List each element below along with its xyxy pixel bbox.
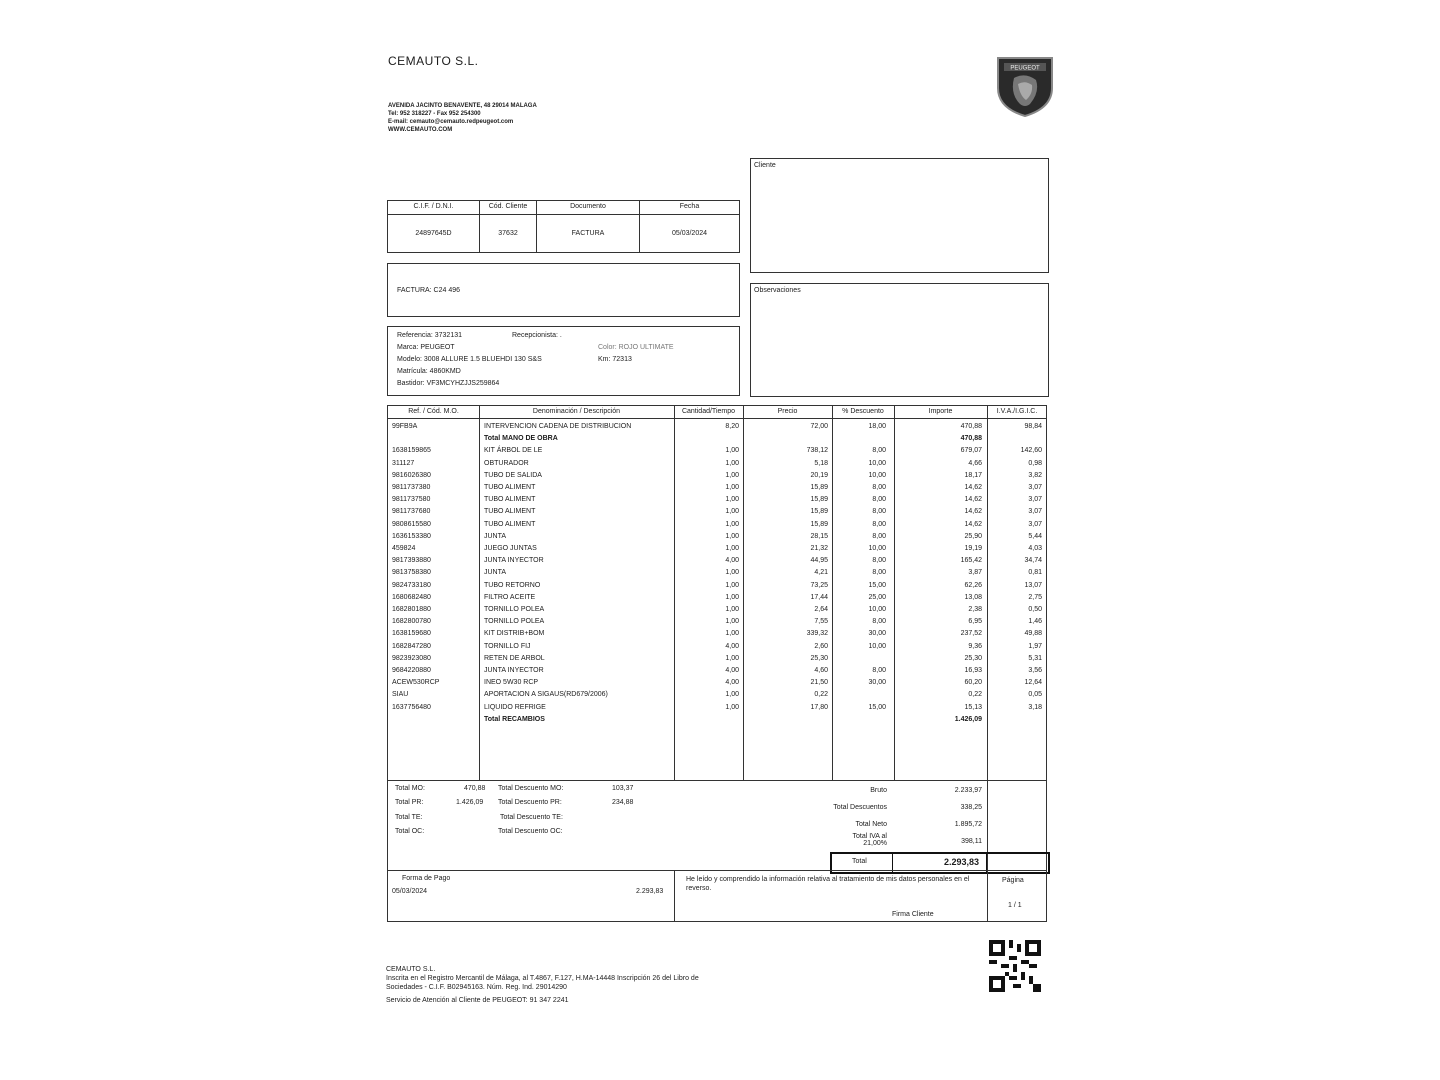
cell-iva: 142,60 bbox=[1020, 447, 1042, 455]
cell-desc: TORNILLO POLEA bbox=[484, 606, 545, 613]
cell-ref: 9811737380 bbox=[392, 484, 431, 491]
legal-registry: Inscrita en el Registro Mercantil de Málaga, al T.4867, F.127, H.MA-14448 Inscripción 26 del Libro de bbox=[386, 975, 699, 982]
cell-desc: JUNTA bbox=[484, 569, 507, 577]
cell-iva: 3,07 bbox=[1028, 520, 1042, 528]
cif-value: 24897645D bbox=[415, 230, 452, 237]
privacy-notice: He leído y comprendido la información relativa al tratamiento de mis datos personales en el reverso. bbox=[686, 876, 970, 892]
cell-disc: 15,00 bbox=[868, 581, 886, 589]
cell-price: 15,89 bbox=[810, 508, 828, 516]
table-row bbox=[388, 543, 1046, 555]
invoice-number-box bbox=[387, 263, 740, 317]
cell-disc: 8,00 bbox=[872, 557, 886, 565]
total-desc-label: Total Descuentos bbox=[833, 804, 887, 811]
cell-iva: 13,07 bbox=[1024, 581, 1042, 589]
cell-disc: 8,00 bbox=[872, 496, 886, 504]
page-number: 1 / 1 bbox=[1008, 902, 1022, 909]
vehicle-chassis: Bastidor: VF3MCYHZJJS259864 bbox=[397, 380, 500, 387]
cell-imp: 6,95 bbox=[968, 618, 982, 626]
neto-label: Total Neto bbox=[855, 821, 887, 828]
cell-ref: 1637756480 bbox=[392, 703, 431, 711]
cell-desc: FILTRO ACEITE bbox=[484, 593, 536, 601]
cell-desc: Total RECAMBIOS bbox=[484, 715, 545, 723]
cell-imp: 470,88 bbox=[960, 423, 982, 430]
cell-ref: 9817393880 bbox=[392, 557, 431, 565]
cell-imp: 4,66 bbox=[968, 459, 982, 467]
cell-qty: 1,00 bbox=[725, 691, 739, 699]
invoice-number: FACTURA: C24 496 bbox=[397, 287, 461, 294]
cell-qty: 1,00 bbox=[725, 606, 739, 613]
table-row bbox=[388, 665, 1046, 677]
cell-iva: 5,31 bbox=[1028, 654, 1042, 662]
table-row bbox=[388, 653, 1046, 665]
vehicle-model: Modelo: 3008 ALLURE 1.5 BLUEHDI 130 S&S bbox=[397, 356, 542, 363]
cell-price: 17,80 bbox=[810, 703, 828, 711]
table-row bbox=[388, 604, 1046, 616]
header-amount: Importe bbox=[928, 408, 953, 415]
cell-disc: 10,00 bbox=[868, 606, 886, 613]
cell-disc: 8,00 bbox=[872, 520, 886, 528]
cell-price: 21,32 bbox=[810, 545, 828, 552]
cell-ref: 311127 bbox=[392, 459, 415, 467]
cell-desc: JUEGO JUNTAS bbox=[484, 545, 537, 552]
cell-desc: OBTURADOR bbox=[484, 459, 529, 467]
cell-qty: 4,00 bbox=[725, 557, 739, 565]
cell-qty: 1,00 bbox=[725, 545, 739, 552]
cell-ref: 9811737680 bbox=[392, 508, 431, 516]
company-contact bbox=[388, 102, 537, 134]
vehicle-km: Km: 72313 bbox=[598, 356, 632, 363]
cell-disc: 10,00 bbox=[868, 471, 886, 479]
cell-iva: 0,81 bbox=[1028, 569, 1042, 577]
legal-cif: Sociedades - C.I.F. B02945163. Núm. Reg. Ind. 29014290 bbox=[386, 984, 567, 991]
cell-desc: KIT ÁRBOL DE LE bbox=[484, 447, 543, 455]
cell-iva: 3,07 bbox=[1028, 508, 1042, 516]
table-row bbox=[388, 616, 1046, 628]
bruto-label: Bruto bbox=[870, 787, 887, 794]
cell-disc: 10,00 bbox=[868, 459, 886, 467]
bruto: 2.233,97 bbox=[954, 787, 982, 794]
date-column bbox=[640, 201, 739, 252]
table-row bbox=[388, 519, 1046, 531]
cell-desc: JUNTA INYECTOR bbox=[484, 557, 544, 565]
items-header-row bbox=[388, 406, 1046, 419]
cell-iva: 34,74 bbox=[1024, 557, 1042, 565]
cell-price: 4,60 bbox=[814, 667, 828, 674]
cell-ref: 1680682480 bbox=[392, 593, 431, 601]
cell-imp: 60,20 bbox=[964, 679, 982, 687]
cell-imp: 470,88 bbox=[960, 435, 982, 443]
cell-qty: 1,00 bbox=[725, 581, 739, 589]
header-iva: I.V.A./I.G.I.C. bbox=[996, 408, 1038, 415]
vehicle-receptionist: Recepcionista: . bbox=[512, 332, 562, 339]
client-code-value: 37632 bbox=[498, 230, 518, 237]
cell-disc: 30,00 bbox=[868, 679, 886, 687]
cell-iva: 0,98 bbox=[1028, 459, 1042, 467]
vehicle-color: Color: ROJO ULTIMATE bbox=[598, 344, 674, 351]
cell-disc: 8,00 bbox=[872, 484, 886, 491]
items-table bbox=[387, 405, 1047, 781]
payment-label: Forma de Pago bbox=[402, 875, 451, 882]
cell-disc: 10,00 bbox=[868, 642, 886, 650]
header-qty: Cantidad/Tiempo bbox=[681, 408, 736, 415]
cell-qty: 1,00 bbox=[725, 508, 739, 516]
client-box bbox=[750, 158, 1049, 273]
header-price: Precio bbox=[777, 408, 798, 415]
cell-imp: 19,19 bbox=[964, 545, 982, 552]
subtotal-row bbox=[388, 714, 1046, 726]
cell-disc: 10,00 bbox=[868, 545, 886, 552]
table-row bbox=[388, 689, 1046, 701]
legal-footer bbox=[386, 965, 699, 1005]
cell-disc: 8,00 bbox=[872, 532, 886, 540]
cell-desc: JUNTA bbox=[484, 532, 507, 540]
cell-imp: 1.426,09 bbox=[954, 715, 982, 723]
cell-price: 0,22 bbox=[814, 691, 828, 699]
cell-price: 25,30 bbox=[810, 654, 828, 662]
cell-ref: 459824 bbox=[392, 545, 416, 552]
cell-price: 44,95 bbox=[810, 557, 828, 565]
logo-text: PEUGEOT bbox=[1010, 65, 1040, 72]
desc-oc-label: Total Descuento OC: bbox=[498, 828, 563, 835]
cell-iva: 3,18 bbox=[1028, 703, 1042, 711]
cell-imp: 13,08 bbox=[964, 593, 982, 601]
table-row bbox=[388, 445, 1046, 457]
iva-label: Total IVA al 21,00% bbox=[852, 833, 887, 847]
cell-qty: 1,00 bbox=[725, 496, 739, 504]
company-address: AVENIDA JACINTO BENAVENTE, 48 29014 MALAGA bbox=[388, 103, 537, 109]
cell-imp: 25,90 bbox=[964, 532, 982, 540]
cell-iva: 3,56 bbox=[1028, 667, 1042, 674]
vehicle-brand: Marca: PEUGEOT bbox=[397, 344, 455, 351]
total-oc-label: Total OC: bbox=[395, 828, 425, 835]
invoice-header-table bbox=[387, 200, 740, 253]
cell-qty: 1,00 bbox=[725, 520, 739, 528]
cell-iva: 3,07 bbox=[1028, 496, 1042, 504]
cell-imp: 25,30 bbox=[964, 654, 982, 662]
cell-iva: 4,03 bbox=[1028, 545, 1042, 552]
peugeot-logo bbox=[996, 54, 1054, 123]
cell-qty: 1,00 bbox=[725, 703, 739, 711]
cell-desc: KIT DISTRIB+BOM bbox=[484, 630, 545, 638]
total-desc: 338,25 bbox=[960, 804, 982, 811]
payment-date: 05/03/2024 bbox=[392, 888, 428, 895]
cell-qty: 1,00 bbox=[725, 484, 739, 491]
cif-column bbox=[388, 201, 480, 252]
legal-service: Servicio de Atención al Cliente de PEUGEOT: 91 347 2241 bbox=[386, 997, 569, 1004]
cell-iva: 0,50 bbox=[1028, 606, 1042, 613]
cell-qty: 1,00 bbox=[725, 459, 739, 467]
date-header: Fecha bbox=[640, 203, 739, 215]
cell-imp: 14,62 bbox=[964, 496, 982, 504]
cell-imp: 14,62 bbox=[964, 520, 982, 528]
vehicle-box bbox=[387, 326, 740, 396]
cell-imp: 16,93 bbox=[964, 667, 982, 674]
cell-price: 28,15 bbox=[810, 532, 828, 540]
cell-iva: 98,84 bbox=[1024, 423, 1042, 430]
table-row bbox=[388, 628, 1046, 640]
cell-ref: 9813758380 bbox=[392, 569, 431, 577]
cell-iva: 5,44 bbox=[1028, 532, 1042, 540]
cell-price: 339,32 bbox=[806, 630, 828, 638]
cell-ref: 9808615580 bbox=[392, 520, 431, 528]
cell-price: 2,60 bbox=[814, 642, 828, 650]
table-row bbox=[388, 531, 1046, 543]
table-row bbox=[388, 641, 1046, 653]
cell-ref: 99FB9A bbox=[392, 423, 418, 430]
cell-price: 2,64 bbox=[814, 606, 828, 613]
grand-total: 2.293,83 bbox=[944, 857, 980, 867]
qr-code bbox=[989, 940, 1041, 997]
cell-imp: 0,22 bbox=[968, 691, 982, 699]
cell-price: 7,55 bbox=[814, 618, 828, 626]
cell-iva: 0,05 bbox=[1028, 691, 1042, 699]
cell-price: 73,25 bbox=[810, 581, 828, 589]
table-row bbox=[388, 555, 1046, 567]
cell-desc: TORNILLO FIJ bbox=[484, 642, 531, 650]
table-row bbox=[388, 567, 1046, 579]
desc-mo-label: Total Descuento MO: bbox=[498, 785, 564, 792]
company-name: CEMAUTO S.L. bbox=[388, 54, 479, 68]
cell-qty: 1,00 bbox=[725, 630, 739, 638]
vehicle-plate: Matrícula: 4860KMD bbox=[397, 368, 461, 375]
vehicle-reference: Referencia: 3732131 bbox=[397, 332, 462, 339]
document-column bbox=[537, 201, 640, 252]
table-row bbox=[388, 494, 1046, 506]
cell-qty: 8,20 bbox=[725, 423, 739, 430]
cell-iva: 49,88 bbox=[1024, 630, 1042, 638]
total-mo-label: Total MO: bbox=[395, 785, 425, 792]
document-header: Documento bbox=[537, 203, 639, 215]
cell-price: 15,89 bbox=[810, 484, 828, 491]
cell-iva: 2,75 bbox=[1028, 593, 1042, 601]
neto: 1.895,72 bbox=[954, 821, 982, 828]
table-row bbox=[388, 470, 1046, 482]
cell-ref: 1638159680 bbox=[392, 630, 431, 638]
cell-imp: 237,52 bbox=[960, 630, 982, 638]
cell-ref: 1638159865 bbox=[392, 447, 431, 455]
cell-desc: TORNILLO POLEA bbox=[484, 618, 545, 626]
client-code-header: Cód. Cliente bbox=[480, 203, 536, 215]
cif-header: C.I.F. / D.N.I. bbox=[388, 203, 479, 215]
cell-price: 15,89 bbox=[810, 496, 828, 504]
total-te-label: Total TE: bbox=[395, 814, 423, 821]
cell-disc: 18,00 bbox=[868, 423, 886, 430]
cell-imp: 679,07 bbox=[960, 447, 982, 455]
cell-ref: 1682800780 bbox=[392, 618, 431, 626]
cell-price: 17,44 bbox=[810, 593, 828, 601]
cell-disc: 8,00 bbox=[872, 618, 886, 626]
document-value: FACTURA bbox=[571, 230, 605, 237]
cell-ref: 1636153380 bbox=[392, 532, 431, 540]
cell-disc: 8,00 bbox=[872, 447, 886, 455]
cell-desc: INEO 5W30 RCP bbox=[484, 679, 539, 687]
cell-ref: SIAU bbox=[392, 691, 409, 699]
cell-desc: TUBO ALIMENT bbox=[484, 484, 536, 491]
legal-company: CEMAUTO S.L. bbox=[386, 966, 436, 973]
cell-qty: 4,00 bbox=[725, 642, 739, 650]
cell-disc: 8,00 bbox=[872, 667, 886, 674]
cell-imp: 3,87 bbox=[968, 569, 982, 577]
cell-price: 738,12 bbox=[806, 447, 828, 455]
cell-qty: 4,00 bbox=[725, 679, 739, 687]
cell-qty: 4,00 bbox=[725, 667, 739, 674]
payment-amount: 2.293,83 bbox=[636, 888, 664, 895]
cell-disc: 30,00 bbox=[868, 630, 886, 638]
cell-disc: 8,00 bbox=[872, 508, 886, 516]
total-pr: 1.426,09 bbox=[456, 799, 484, 806]
desc-te-label: Total Descuento TE: bbox=[500, 814, 563, 821]
header-ref: Ref. / Cód. M.O. bbox=[408, 408, 459, 415]
cell-iva: 12,64 bbox=[1024, 679, 1042, 687]
cell-ref: 9823923080 bbox=[392, 654, 431, 662]
payment-box bbox=[387, 870, 1047, 922]
table-row bbox=[388, 677, 1046, 689]
cell-iva: 3,82 bbox=[1028, 471, 1042, 479]
subtotal-row bbox=[388, 433, 1046, 445]
cell-imp: 9,36 bbox=[968, 642, 982, 650]
cell-desc: TUBO DE SALIDA bbox=[484, 471, 542, 479]
date-value: 05/03/2024 bbox=[671, 230, 708, 237]
cell-ref: 1682847280 bbox=[392, 642, 431, 650]
company-email: E-mail: cemauto@cemauto.redpeugeot.com bbox=[388, 119, 514, 125]
cell-price: 15,89 bbox=[810, 520, 828, 528]
cell-desc: Total MANO DE OBRA bbox=[484, 435, 558, 443]
cell-imp: 18,17 bbox=[964, 471, 982, 479]
cell-imp: 2,38 bbox=[968, 606, 982, 613]
cell-qty: 1,00 bbox=[725, 593, 739, 601]
cell-ref: 9811737580 bbox=[392, 496, 431, 504]
observations-box bbox=[750, 283, 1049, 397]
cell-ref: ACEW530RCP bbox=[392, 679, 440, 687]
table-row bbox=[388, 506, 1046, 518]
table-row bbox=[388, 592, 1046, 604]
desc-pr: 234,88 bbox=[612, 799, 634, 806]
cell-price: 5,18 bbox=[814, 459, 828, 467]
cell-price: 20,19 bbox=[810, 471, 828, 479]
cell-desc: LIQUIDO REFRIGE bbox=[484, 703, 546, 711]
cell-ref: 1682801880 bbox=[392, 606, 431, 613]
header-desc: Denominación / Descripción bbox=[532, 408, 621, 415]
cell-imp: 15,13 bbox=[964, 703, 982, 711]
client-label: Cliente bbox=[754, 162, 776, 169]
iva-total: 398,11 bbox=[961, 838, 982, 845]
cell-imp: 62,26 bbox=[964, 581, 982, 589]
cell-qty: 1,00 bbox=[725, 569, 739, 577]
company-phone: Tel: 952 318227 - Fax 952 254300 bbox=[388, 111, 481, 117]
cell-desc: TUBO ALIMENT bbox=[484, 520, 536, 528]
table-row bbox=[388, 580, 1046, 592]
cell-iva: 3,07 bbox=[1028, 484, 1042, 491]
company-web: WWW.CEMAUTO.COM bbox=[388, 127, 453, 133]
observations-label: Observaciones bbox=[754, 287, 801, 294]
cell-disc: 15,00 bbox=[868, 703, 886, 711]
cell-desc: APORTACION A SIGAUS(RD679/2006) bbox=[484, 691, 608, 699]
table-row bbox=[388, 482, 1046, 494]
cell-imp: 165,42 bbox=[960, 557, 982, 565]
cell-desc: TUBO RETORNO bbox=[484, 581, 541, 589]
cell-qty: 1,00 bbox=[725, 471, 739, 479]
cell-desc: RETEN DE ARBOL bbox=[484, 654, 545, 662]
desc-pr-label: Total Descuento PR: bbox=[498, 799, 562, 806]
cell-ref: 9824733180 bbox=[392, 581, 431, 589]
total-mo: 470,88 bbox=[464, 785, 486, 792]
cell-imp: 14,62 bbox=[964, 484, 982, 491]
cell-imp: 14,62 bbox=[964, 508, 982, 516]
cell-qty: 1,00 bbox=[725, 532, 739, 540]
signature-label: Firma Cliente bbox=[892, 911, 934, 918]
page-label: Página bbox=[1002, 877, 1024, 884]
cell-disc: 25,00 bbox=[868, 593, 886, 601]
cell-iva: 1,97 bbox=[1028, 642, 1042, 650]
table-row bbox=[388, 421, 1046, 433]
cell-desc: JUNTA INYECTOR bbox=[484, 667, 544, 674]
desc-mo: 103,37 bbox=[612, 785, 634, 792]
cell-price: 4,21 bbox=[814, 569, 828, 577]
cell-disc: 8,00 bbox=[872, 569, 886, 577]
cell-ref: 9684220880 bbox=[392, 667, 431, 674]
cell-qty: 1,00 bbox=[725, 618, 739, 626]
header-discount: % Descuento bbox=[842, 408, 884, 415]
cell-qty: 1,00 bbox=[725, 654, 739, 662]
cell-price: 21,50 bbox=[810, 679, 828, 687]
table-row bbox=[388, 702, 1046, 714]
grand-total-label: Total bbox=[852, 858, 867, 865]
cell-desc: INTERVENCION CADENA DE DISTRIBUCION bbox=[484, 423, 632, 430]
cell-price: 72,00 bbox=[810, 423, 828, 430]
cell-qty: 1,00 bbox=[725, 447, 739, 455]
client-code-column bbox=[480, 201, 537, 252]
cell-iva: 1,46 bbox=[1028, 618, 1042, 626]
cell-desc: TUBO ALIMENT bbox=[484, 508, 536, 516]
cell-ref: 9816026380 bbox=[392, 471, 431, 479]
total-pr-label: Total PR: bbox=[395, 799, 424, 806]
table-row bbox=[388, 458, 1046, 470]
cell-desc: TUBO ALIMENT bbox=[484, 496, 536, 504]
